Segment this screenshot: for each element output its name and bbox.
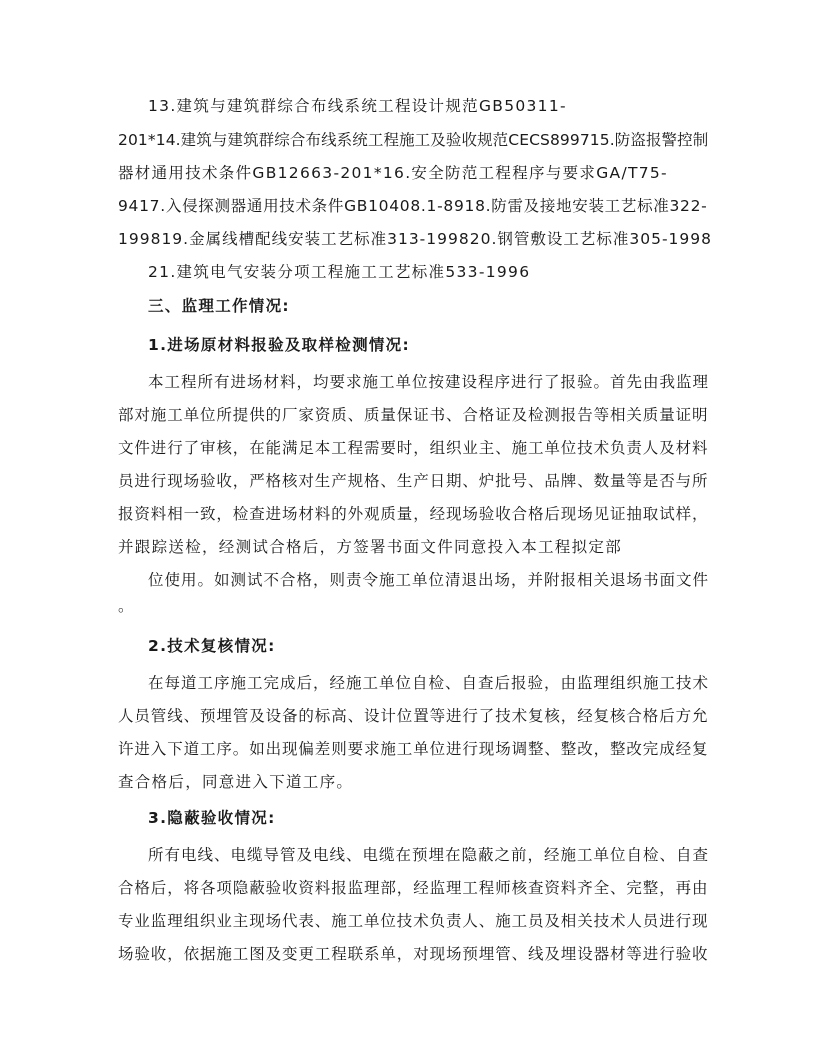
text-line: 199819.金属线槽配线安装工艺标准313-199820.钢管敷设工艺标准305-1998: [118, 230, 712, 248]
text-line: 人员管线、预埋管及设备的标高、设计位置等进行了技术复核，经复核合格后方允: [118, 707, 709, 725]
text-line: 查合格后，同意进入下道工序。: [118, 773, 354, 791]
text-line: 21.建筑电气安装分项工程施工工艺标准533-1996: [148, 263, 531, 281]
section-heading: 三、监理工作情况:: [148, 297, 290, 315]
text-line: 9417.入侵探测器通用技术条件GB10408.1-8918.防雷及接地安装工艺标准322-: [118, 197, 708, 215]
text-line: 合格后，将各项隐蔽验收资料报监理部，经监理工程师核查资料齐全、完整，再由: [118, 879, 709, 897]
text-line: 201*14.建筑与建筑群综合布线系统工程施工及验收规范CECS899715.防盗报警控制: [118, 131, 709, 149]
text-line: 专业监理组织业主现场代表、施工单位技术负责人、施工员及相关技术人员进行现: [118, 912, 709, 930]
subsection-heading: 2.技术复核情况:: [148, 637, 276, 655]
text-line: 员进行现场验收，严格核对生产规格、生产日期、炉批号、品牌、数量等是否与所: [118, 472, 709, 490]
text-line: 并跟踪送检，经测试合格后，方签署书面文件同意投入本工程拟定部: [118, 538, 623, 556]
subsection-heading: 3.隐蔽验收情况:: [148, 809, 276, 827]
text-line: 器材通用技术条件GB12663-201*16.安全防范工程程序与要求GA/T75-: [118, 164, 668, 182]
text-line: 。: [118, 597, 135, 615]
text-line: 场验收，依据施工图及变更工程联系单，对现场预埋管、线及埋设器材等进行验收: [118, 945, 709, 963]
text-line: 报资料相一致，检查进场材料的外观质量，经现场验收合格后现场见证抽取试样，: [118, 505, 709, 523]
text-line: 位使用。如测试不合格，则责令施工单位清退出场，并附报相关退场书面文件: [148, 571, 710, 589]
text-line: 许进入下道工序。如出现偏差则要求施工单位进行现场调整、整改，整改完成经复: [118, 740, 709, 758]
text-line: 在每道工序施工完成后，经施工单位自检、自查后报验，由监理组织施工技术: [148, 674, 710, 692]
text-line: 13.建筑与建筑群综合布线系统工程设计规范GB50311-: [148, 97, 567, 115]
subsection-heading: 1.进场原材料报验及取样检测情况:: [148, 336, 410, 354]
text-line: 所有电线、电缆导管及电线、电缆在预埋在隐蔽之前，经施工单位自检、自查: [148, 846, 710, 864]
text-line: 部对施工单位所提供的厂家资质、质量保证书、合格证及检测报告等相关质量证明: [118, 406, 709, 424]
text-line: 文件进行了审核，在能满足本工程需要时，组织业主、施工单位技术负责人及材料: [118, 439, 709, 457]
text-line: 本工程所有进场材料，均要求施工单位按建设程序进行了报验。首先由我监理: [148, 373, 710, 391]
